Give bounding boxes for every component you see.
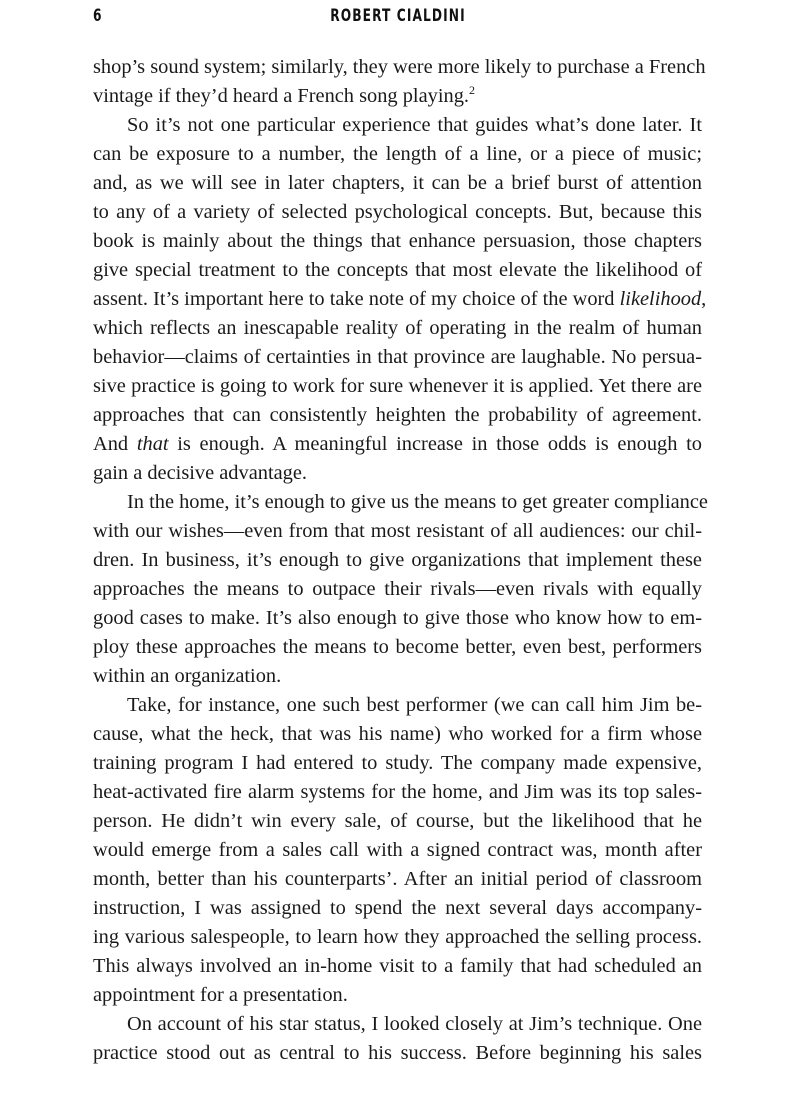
text-segment: to any of a variety of selected psychological concepts. But, because this [93,201,702,223]
text-segment: shop’s sound system; similarly, they were more likely to purchase a French [93,56,706,78]
text-segment: appointment for a presentation. [93,984,348,1006]
text-segment: ploy these approaches the means to become better, even best, performers [93,636,702,658]
paragraph [93,53,706,111]
text-line [93,546,702,575]
text-line [93,720,702,749]
italic-text: that [136,433,169,455]
text-line [93,53,706,82]
text-segment: approaches that can consistently heighten the probability of agreement. [93,404,702,426]
text-line [93,778,702,807]
text-segment: give special treatment to the concepts that most elevate the likelihood of [93,259,702,281]
text-segment: and, as we will see in later chapters, it can be a brief burst of attention [93,172,702,194]
text-line [93,865,702,894]
text-line [93,633,702,662]
text-line [93,952,702,981]
text-segment: So it’s not one particular experience that guides what’s done later. It [127,114,702,136]
text-segment: training program I had entered to study. The company made expensive, [93,752,702,774]
text-line [93,256,702,285]
text-segment: Take, for instance, one such best performer (we can call him Jim be- [127,694,702,716]
text-segment: practice stood out as central to his success. Before beginning his sales [93,1042,702,1064]
paragraph [93,488,708,691]
text-line [93,227,702,256]
text-segment: month, better than his counterparts’. After an initial period of classroom [93,868,702,890]
paragraph [93,691,702,1010]
running-head [93,6,703,30]
page-number: 6 [93,6,103,26]
footnote-marker: 2 [468,83,475,97]
text-segment: within an organization. [93,665,282,687]
text-line [93,401,702,430]
text-line [93,1010,702,1039]
text-segment: is enough. A meaningful increase in those odds is enough to [168,433,702,455]
text-segment: good cases to make. It’s also enough to give those who know how to em- [93,607,702,629]
text-segment: And [93,433,137,455]
text-segment: heat-activated fire alarm systems for the home, and Jim was its top sales- [93,781,702,803]
text-line [93,488,708,517]
text-segment: dren. In business, it’s enough to give organizations that implement these [93,549,702,571]
text-line [93,82,702,111]
text-line [93,140,702,169]
text-line [93,1039,702,1068]
text-segment: sive practice is going to work for sure whenever it is applied. Yet there are [93,375,702,397]
paragraph [93,1010,702,1068]
italic-text: likelihood [619,288,702,310]
text-line [93,169,702,198]
text-segment: which reflects an inescapable reality of operating in the realm of human [93,317,702,339]
text-line [93,459,702,488]
running-head-author: ROBERT CIALDINI [330,6,466,26]
text-line [93,749,702,778]
text-segment: This always involved an in-home visit to a family that had scheduled an [93,955,702,977]
text-line [93,691,702,720]
text-line [93,807,702,836]
text-line [93,923,702,952]
text-segment: , [701,288,707,310]
text-line [93,575,702,604]
text-segment: book is mainly about the things that enhance persuasion, those chapters [93,230,702,252]
text-line [93,430,702,459]
text-segment: with our wishes—even from that most resistant of all audiences: our chil- [93,520,702,542]
text-line [93,111,702,140]
text-segment: ing various salespeople, to learn how they approached the selling process. [93,926,702,948]
text-line [93,894,702,923]
text-segment: behavior—claims of certainties in that province are laughable. No persua- [93,346,702,368]
paragraph [93,111,707,488]
text-segment: person. He didn’t win every sale, of course, but the likelihood that he [93,810,702,832]
body-text [93,53,708,1068]
text-line [93,662,702,691]
text-line [93,372,702,401]
text-line [93,981,702,1010]
text-segment: cause, what the heck, that was his name) who worked for a firm whose [93,723,702,745]
text-segment: assent. It’s important here to take note of my choice of the word [93,288,620,310]
text-segment: instruction, I was assigned to spend the next several days accompany- [93,897,702,919]
text-line [93,314,702,343]
text-segment: can be exposure to a number, the length of a line, or a piece of music; [93,143,702,165]
text-line [93,285,707,314]
text-line [93,517,702,546]
text-segment: On account of his star status, I looked closely at Jim’s technique. One [127,1013,702,1035]
text-segment: gain a decisive advantage. [93,462,308,484]
text-line [93,604,702,633]
text-segment: approaches the means to outpace their rivals—even rivals with equally [93,578,702,600]
text-line [93,198,702,227]
text-line [93,343,702,372]
text-segment: would emerge from a sales call with a signed contract was, month after [93,839,702,861]
text-line [93,836,702,865]
text-segment: vintage if they’d heard a French song playing. [93,85,469,107]
text-segment: In the home, it’s enough to give us the means to get greater compliance [127,491,708,513]
